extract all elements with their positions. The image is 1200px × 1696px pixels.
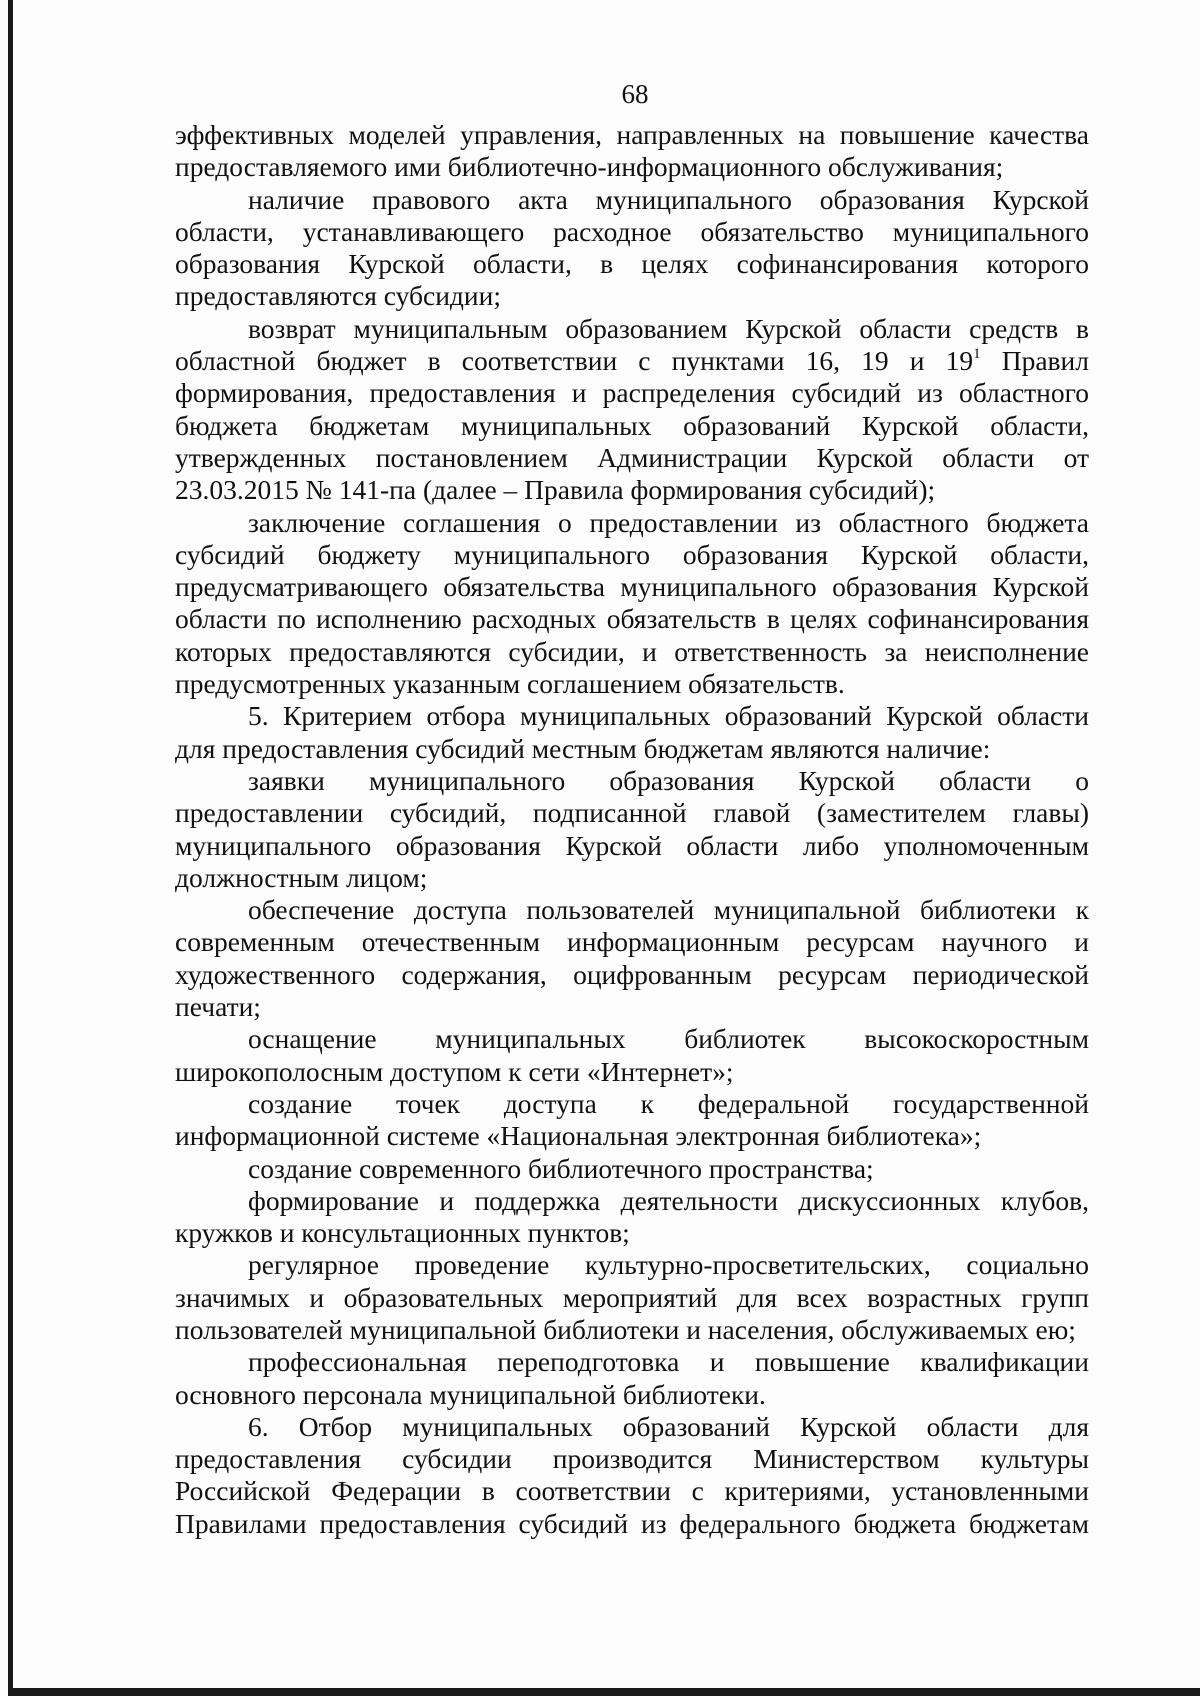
paragraph: заявки муниципального образования Курской области о предоставлении субсидий, подписанной главой (заместителем главы) муниципального образования Курской области либо уполномоченным должностным лицом; bbox=[175, 764, 1089, 893]
paragraph: создание точек доступа к федеральной государственной информационной системе «Национальная электронная библиотека»; bbox=[175, 1087, 1089, 1152]
scan-edge-bottom bbox=[8, 1688, 1200, 1696]
scan-edge-left bbox=[8, 0, 13, 1696]
page-number: 68 bbox=[621, 79, 649, 109]
paragraph bbox=[175, 313, 1089, 507]
paragraph-text: Правил формирования, предоставления и распределения субсидий из областного бюджета бюджетам муниципальных образований Курской области, утвержденных постановлением Администрации Курской области от 23.03.2015 № 141-па (далее – Правила формирования субсидий); bbox=[175, 345, 1089, 506]
paragraph: создание современного библиотечного пространства; bbox=[248, 1152, 874, 1184]
document-body bbox=[175, 119, 1089, 1540]
paragraph: заключение соглашения о предоставлении из областного бюджета субсидий бюджету муниципального образования Курской области, предусматривающего обязательства муниципального образования Курской области по исполнению расходных обязательств в целях софинансирования которых предоставляются субсидии, и ответственность за неисполнение предусмотренных указанным соглашением обязательств. bbox=[175, 506, 1089, 700]
paragraph: 6. Отбор муниципальных образований Курской области для предоставления субсидии производится Министерством культуры Российской Федерации в соответствии с критериями, установленными Правилами предоставления субсидий из федерального бюджета бюджетам bbox=[175, 1410, 1089, 1539]
paragraph: регулярное проведение культурно-просветительских, социально значимых и образовательных мероприятий для всех возрастных групп пользователей муниципальной библиотеки и населения, обслуживаемых ею; bbox=[175, 1249, 1089, 1345]
paragraph: профессиональная переподготовка и повышение квалификации основного персонала муниципальной библиотеки. bbox=[175, 1346, 1089, 1410]
paragraph: формирование и поддержка деятельности дискуссионных клубов, кружков и консультационных пунктов; bbox=[175, 1184, 1089, 1249]
paragraph-text: возврат муниципальным образованием Курской области средств в областной бюджет в соответствии с пунктами 16, 19 и 19 bbox=[175, 312, 1089, 377]
paragraph: оснащение муниципальных библиотек высокоскоростным широкополосным доступом к сети «Интернет»; bbox=[175, 1023, 1089, 1087]
paragraph: 5. Критерием отбора муниципальных образований Курской области для предоставления субсидий местным бюджетам являются наличие: bbox=[175, 700, 1089, 764]
paragraph: наличие правового акта муниципального образования Курской области, устанавливающего расходное обязательство муниципального образования Курской области, в целях софинансирования которого предоставляются субсидии; bbox=[175, 183, 1089, 312]
paragraph: эффективных моделей управления, направленных на повышение качества предоставляемого ими библиотечно-информационного обслуживания; bbox=[175, 119, 1089, 183]
superscript: 1 bbox=[973, 346, 981, 363]
paragraph: обеспечение доступа пользователей муниципальной библиотеки к современным отечественным информационным ресурсам научного и художественного содержания, оцифрованным ресурсам периодической печати; bbox=[175, 894, 1089, 1023]
